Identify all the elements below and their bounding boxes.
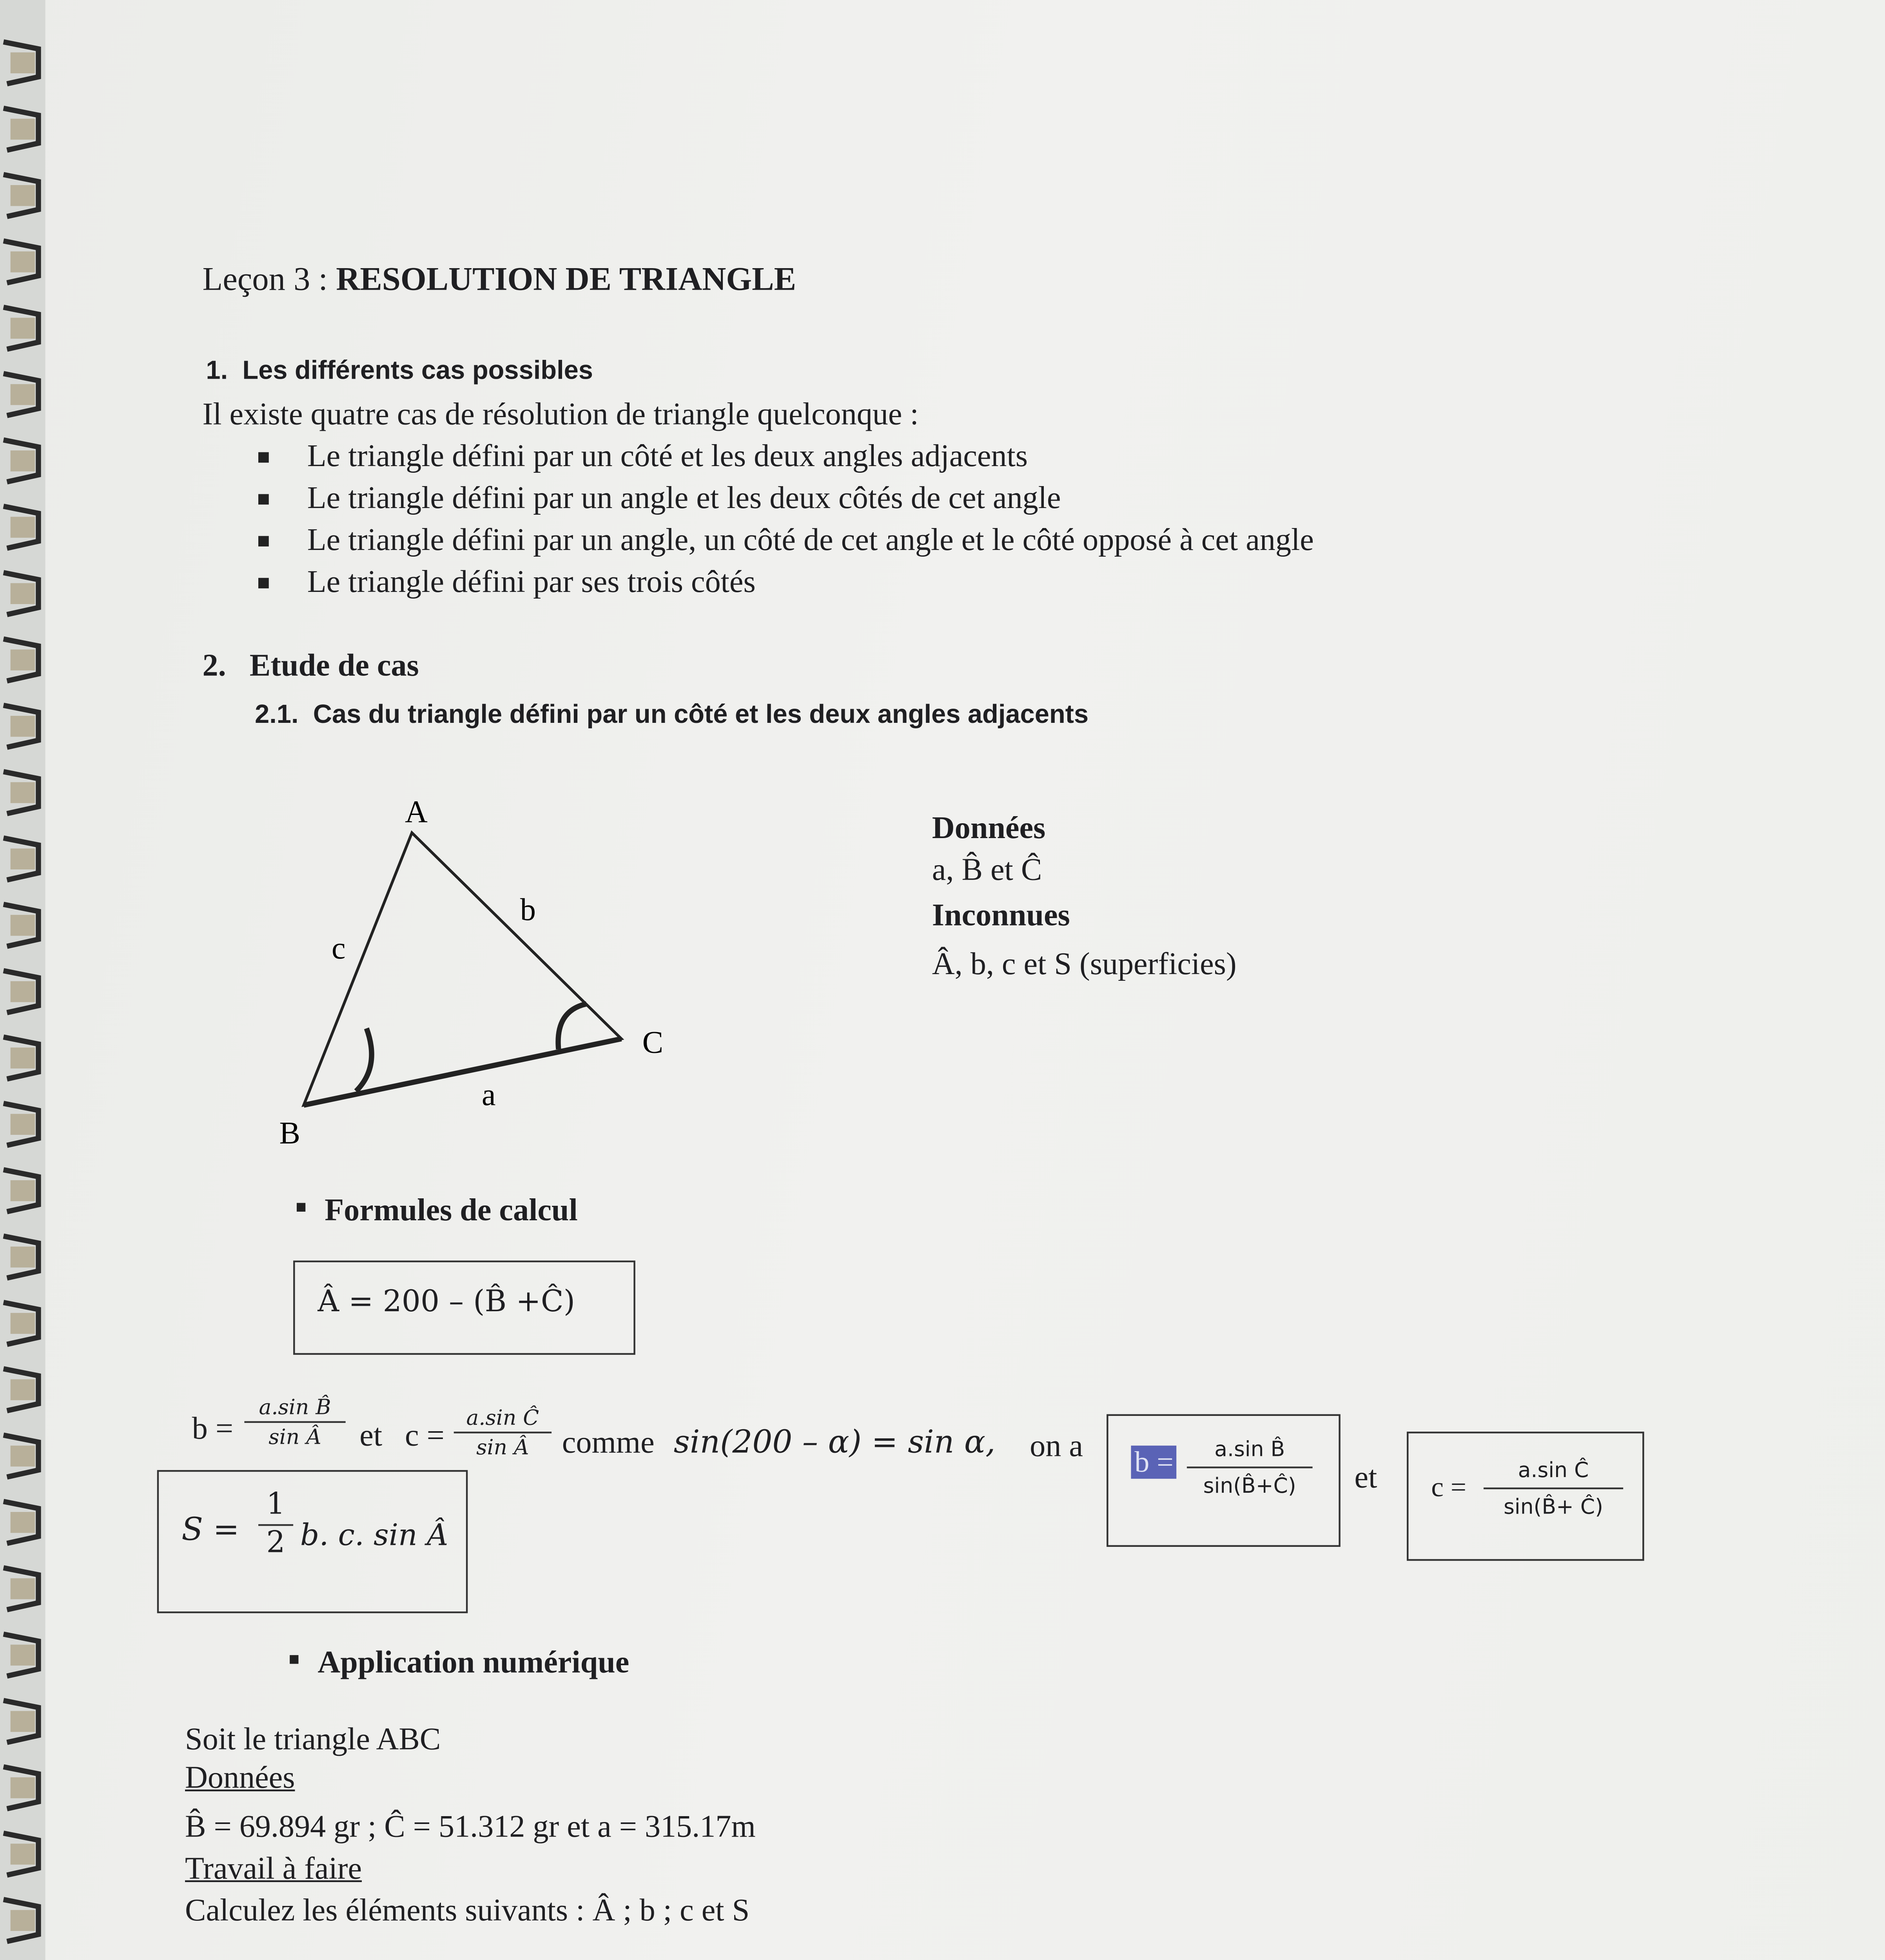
- boxed-b-lhs-text: b =: [1131, 1446, 1177, 1479]
- fraction-bar: [244, 1421, 345, 1423]
- area-formula-fraction: [258, 1487, 293, 1561]
- case-item-3: Le triangle défini par un angle, un côté de cet angle et le côté opposé à cet angle: [307, 522, 1314, 557]
- boxed-c-numerator: a.sin Ĉ: [1518, 1457, 1589, 1483]
- unknowns-value: Â, b, c et S (superficies): [932, 946, 1237, 982]
- b-c-conjunction: et: [359, 1417, 383, 1453]
- fraction-bar: [454, 1432, 552, 1433]
- boxed-c-denominator: sin(B̂+ Ĉ): [1503, 1494, 1603, 1519]
- subsection-2-1-title: Cas du triangle défini par un côté et les deux angles adjacents: [313, 700, 1089, 730]
- unknowns-label: Inconnues: [932, 897, 1070, 933]
- binding-ring-fill: [11, 583, 35, 604]
- boxed-b-denominator: sin(B̂+Ĉ): [1203, 1474, 1296, 1498]
- angle-c-arc: [558, 1004, 586, 1049]
- area-formula-lhs: S =: [181, 1512, 239, 1549]
- binding-ring-fill: [11, 384, 35, 405]
- subsection-2-1-heading: [255, 700, 1089, 730]
- b-formula-denominator: sin Â: [269, 1425, 321, 1449]
- lesson-heading: RESOLUTION DE TRIANGLE: [336, 262, 796, 299]
- binding-ring-fill: [11, 1247, 35, 1267]
- binding-ring-fill: [11, 517, 35, 537]
- lesson-title: [203, 262, 796, 300]
- case-item-2: Le triangle défini par un angle et les deux côtés de cet angle: [307, 480, 1061, 515]
- boxed-b-lhs: [1131, 1446, 1177, 1481]
- binding-ring-fill: [11, 1578, 35, 1599]
- lesson-prefix: Leçon 3 :: [202, 262, 336, 299]
- bullet-icon: [258, 536, 269, 546]
- comme-word: comme: [562, 1425, 655, 1460]
- c-formula-denominator: sin Â: [476, 1435, 529, 1460]
- on-a-words: on a: [1030, 1428, 1083, 1463]
- binding-ring-fill: [11, 1180, 35, 1201]
- binding-ring-fill: [11, 650, 35, 670]
- application-statement: Soit le triangle ABC: [185, 1721, 441, 1757]
- b-formula-fraction: [244, 1397, 345, 1447]
- spiral-binding: [0, 0, 45, 1960]
- section-2-number: 2.: [202, 648, 226, 683]
- task-label: Travail à faire: [185, 1851, 362, 1886]
- bullet-icon: [258, 452, 269, 463]
- binding-ring-fill: [11, 1644, 35, 1665]
- application-givens-label: Données: [185, 1760, 295, 1795]
- givens-value: a, B̂ et Ĉ: [932, 852, 1042, 887]
- c-formula-fraction: [454, 1407, 552, 1458]
- boxed-c-fraction: [1484, 1459, 1623, 1517]
- bullet-icon: [258, 578, 269, 588]
- binding-ring-fill: [11, 1313, 35, 1334]
- vertex-a-label: A: [405, 795, 428, 829]
- fraction-bar: [1187, 1466, 1313, 1468]
- binding-ring-fill: [11, 318, 35, 339]
- section-1-title: Les différents cas possibles: [242, 356, 593, 386]
- case-item-1: Le triangle défini par un côté et les deux angles adjacents: [307, 438, 1028, 473]
- application-heading: Application numérique: [317, 1644, 630, 1680]
- binding-ring-fill: [11, 1446, 35, 1466]
- side-b-label: b: [520, 893, 536, 927]
- angle-b-arc: [356, 1028, 372, 1091]
- triangle-shape: [304, 833, 621, 1105]
- binding-ring-fill: [11, 1047, 35, 1068]
- binding-ring-fill: [11, 716, 35, 737]
- binding-ring-fill: [11, 1711, 35, 1732]
- binding-ring-fill: [11, 1777, 35, 1798]
- bullet-icon: [258, 494, 269, 505]
- binding-ring-fill: [11, 185, 35, 206]
- c-formula-lhs: c =: [405, 1417, 444, 1453]
- sine-identity: sin(200 – α) = sin α,: [673, 1425, 996, 1461]
- task-description: Calculez les éléments suivants : Â ; b ; c et S: [185, 1892, 750, 1927]
- binding-ring-fill: [11, 915, 35, 936]
- binding-ring-fill: [11, 251, 35, 272]
- c-formula-numerator: a.sin Ĉ: [466, 1405, 539, 1430]
- bullet-icon: [297, 1203, 305, 1212]
- vertex-c-label: C: [642, 1025, 664, 1060]
- binding-ring-fill: [11, 782, 35, 803]
- area-formula-denominator: 2: [266, 1526, 285, 1561]
- triangle-figure: [262, 794, 698, 1161]
- application-givens-values: B̂ = 69.894 gr ; Ĉ = 51.312 gr et a = 315.17m: [185, 1809, 756, 1844]
- section-1-number: 1.: [206, 356, 228, 386]
- bullet-icon: [290, 1655, 298, 1664]
- section-2-title: Etude de cas: [249, 648, 419, 683]
- area-formula-rhs: b. c. sin Â: [300, 1519, 448, 1554]
- binding-ring-fill: [11, 1379, 35, 1400]
- binding-ring-fill: [11, 53, 35, 73]
- binding-ring-fill: [11, 450, 35, 471]
- boxed-formulas-conjunction: et: [1354, 1459, 1377, 1495]
- binding-ring-fill: [11, 119, 35, 140]
- section-2-heading: [203, 648, 419, 684]
- givens-label: Données: [932, 810, 1046, 845]
- b-formula-lhs: b =: [192, 1410, 234, 1446]
- side-a-line: [304, 1039, 621, 1105]
- area-formula-numerator: 1: [266, 1487, 285, 1523]
- formulas-heading: Formules de calcul: [325, 1192, 578, 1228]
- binding-ring-fill: [11, 1844, 35, 1864]
- fraction-bar: [1484, 1488, 1623, 1489]
- binding-ring-fill: [11, 849, 35, 869]
- b-formula-numerator: a.sin B̂: [259, 1395, 331, 1419]
- binding-ring-fill: [11, 981, 35, 1002]
- vertex-b-label: B: [279, 1116, 300, 1151]
- boxed-c-lhs: c =: [1431, 1474, 1466, 1503]
- subsection-2-1-number: 2.1.: [255, 700, 299, 730]
- binding-ring-fill: [11, 1512, 35, 1533]
- section-1-intro: Il existe quatre cas de résolution de triangle quelconque :: [202, 396, 919, 432]
- angle-a-formula: Â = 200 – (B̂ +Ĉ): [317, 1285, 575, 1320]
- side-a-label: a: [481, 1078, 496, 1112]
- binding-ring-fill: [11, 1910, 35, 1931]
- binding-ring-fill: [11, 1114, 35, 1135]
- section-1-heading: [206, 356, 593, 386]
- boxed-b-fraction: [1187, 1439, 1313, 1496]
- boxed-b-numerator: a.sin B̂: [1214, 1437, 1285, 1461]
- side-c-label: c: [332, 931, 346, 966]
- case-item-4: Le triangle défini par ses trois côtés: [307, 564, 756, 599]
